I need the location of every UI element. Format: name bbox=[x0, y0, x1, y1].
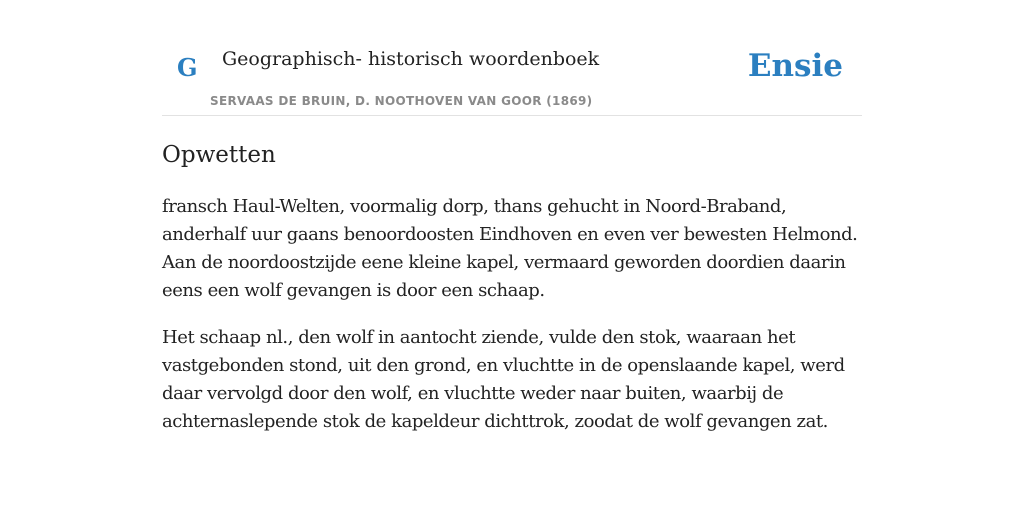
entry-paragraph: Het schaap nl., den wolf in aantocht ziende, vulde den stok, waaraan het vastgebonden stond, uit den grond, en vluchtte in de openslaande kapel, werd daar vervolgd door den wolf, en vluchtte weder naar buiten, waarbij de achternaslepende stok de kapeldeur dichttrok, zoodat de wolf gevangen zat. bbox=[162, 327, 845, 432]
book-authors: SERVAAS DE BRUIN, D. NOOTHOVEN VAN GOOR (1869) bbox=[210, 94, 593, 108]
page bbox=[162, 0, 862, 432]
entry-paragraph: fransch Haul-Welten, voormalig dorp, thans gehucht in Noord-Braband, anderhalf uur gaans benoordoosten Eindhoven en even ver bewesten Helmond. Aan de noordoostzijde eene kleine kapel, vermaard geworden doordien daarin eens een wolf gevangen is door een schaap. bbox=[162, 196, 858, 301]
book-header bbox=[162, 0, 862, 116]
book-title-link[interactable]: Geographisch- historisch woordenboek bbox=[222, 48, 600, 70]
book-letter-icon[interactable]: G bbox=[177, 53, 198, 82]
entry-body bbox=[162, 193, 862, 455]
brand-logo-link[interactable]: Ensie bbox=[747, 48, 843, 84]
entry-title: Opwetten bbox=[162, 142, 276, 168]
